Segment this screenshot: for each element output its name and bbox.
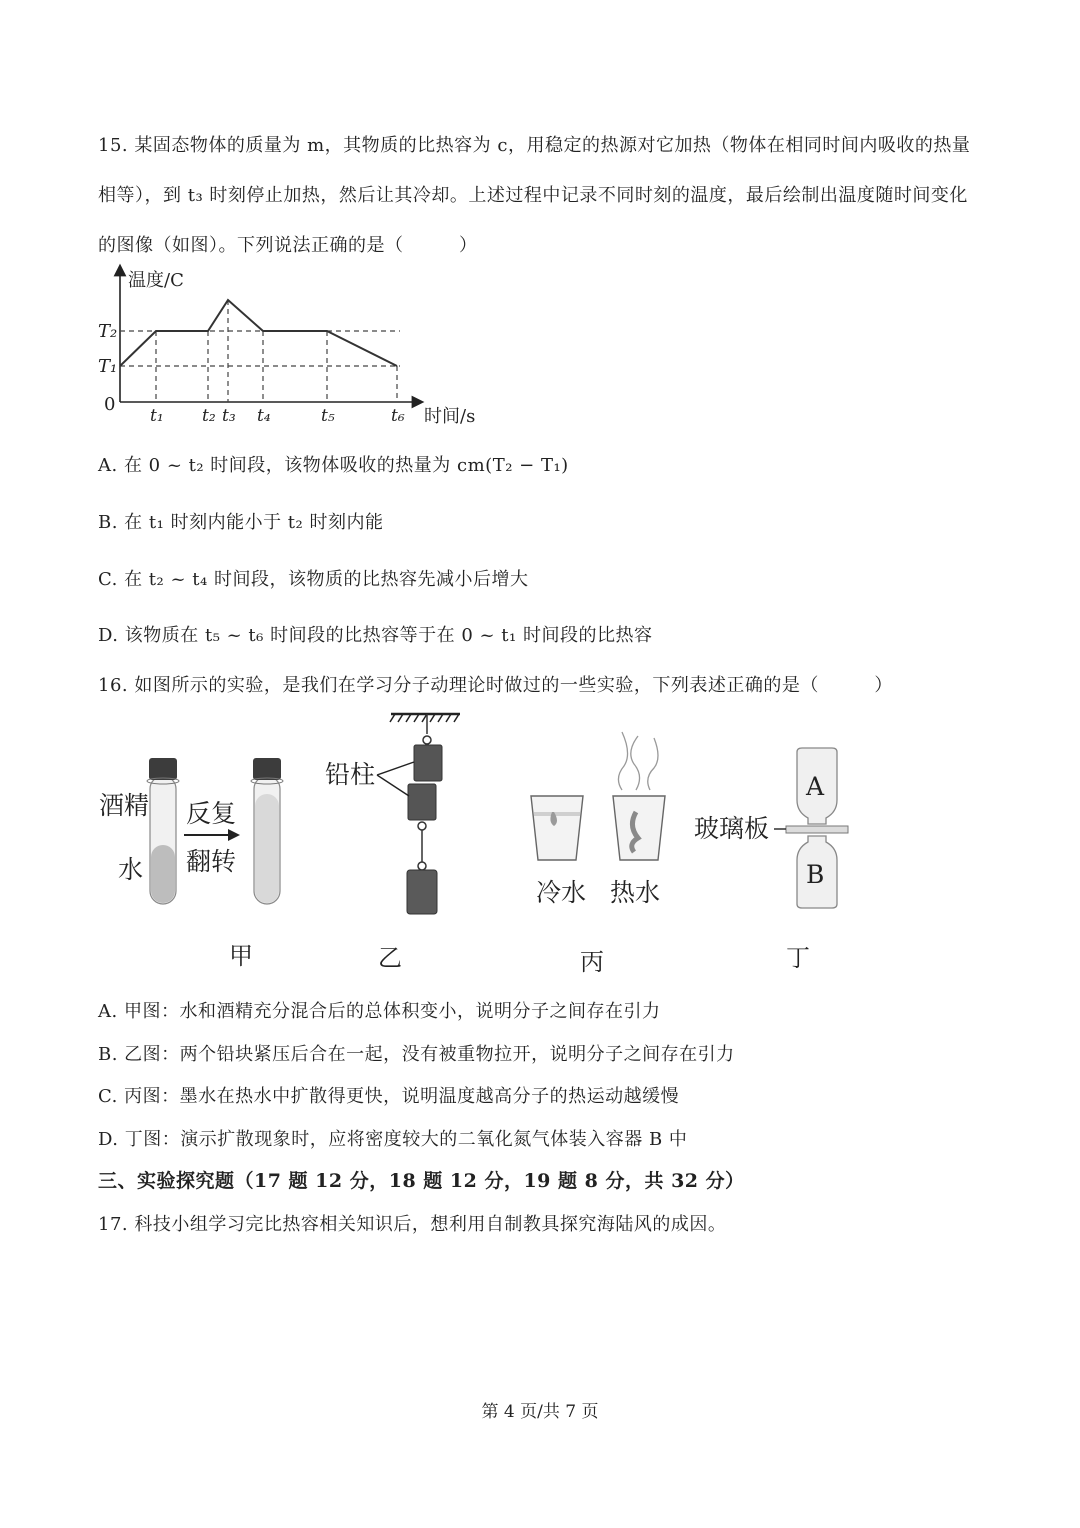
glass-plate bbox=[786, 826, 848, 833]
q16-option-d: D. 丁图：演示扩散现象时，应将密度较大的二氧化氮气体装入容器 B 中 bbox=[98, 1129, 688, 1150]
temperature-time-chart bbox=[90, 262, 490, 432]
q16-option-a: A. 甲图：水和酒精充分混合后的总体积变小，说明分子之间存在引力 bbox=[98, 1001, 661, 1022]
q15-line-2: 相等），到 t₃ 时刻停止加热，然后让其冷却。上述过程中记录不同时刻的温度，最后绘制出温度随时间变化 bbox=[98, 185, 968, 206]
q15-option-d: D. 该物质在 t₅ ~ t₆ 时间段的比热容等于在 0 ~ t₁ 时间段的比热容 bbox=[98, 625, 653, 646]
page-footer: 第 4 页/共 7 页 bbox=[481, 1402, 599, 1422]
x-tick-label: t₂ bbox=[202, 406, 216, 426]
q15-option-c: C. 在 t₂ ~ t₄ 时间段，该物质的比热容先减小后增大 bbox=[98, 569, 529, 590]
caption-jia: 甲 bbox=[229, 942, 253, 970]
origin-label: 0 bbox=[104, 394, 116, 415]
cold-water-label: 冷水 bbox=[536, 878, 587, 907]
molecular-experiments-figure bbox=[90, 700, 880, 985]
alcohol-label: 酒精 bbox=[99, 791, 150, 820]
test-tube-right bbox=[251, 758, 283, 904]
y-axis-label: 温度/C bbox=[128, 270, 184, 291]
water-label: 水 bbox=[118, 855, 144, 884]
steam bbox=[618, 732, 658, 790]
section-heading: 三、实验探究题（17 题 12 分，18 题 12 分，19 题 8 分，共 32 分） bbox=[98, 1170, 745, 1192]
caption-ding: 丁 bbox=[786, 944, 810, 972]
q16-option-c: C. 丙图：墨水在热水中扩散得更快，说明温度越高分子的热运动越缓慢 bbox=[98, 1086, 680, 1107]
figure-jia bbox=[99, 758, 283, 970]
figure-ding bbox=[694, 748, 848, 972]
caption-yi: 乙 bbox=[378, 944, 402, 972]
q16-stem: 16. 如图所示的实验，是我们在学习分子动理论时做过的一些实验，下列表述正确的是（ ） bbox=[98, 675, 893, 696]
q15-option-a: A. 在 0 ~ t₂ 时间段，该物体吸收的热量为 cm(T₂ − T₁) bbox=[98, 455, 569, 476]
lead-cylinder-label: 铅柱 bbox=[325, 760, 376, 789]
lead-cylinder-top bbox=[414, 745, 442, 781]
x-tick-label: t₄ bbox=[257, 406, 271, 426]
temperature-curve bbox=[120, 300, 397, 366]
q16-option-b: B. 乙图：两个铅块紧压后合在一起，没有被重物拉开，说明分子之间存在引力 bbox=[98, 1044, 735, 1065]
weight bbox=[407, 870, 437, 914]
figure-yi bbox=[325, 714, 460, 972]
flip-label: 翻转 bbox=[186, 847, 237, 876]
glass-plate-label: 玻璃板 bbox=[694, 814, 770, 843]
x-tick-label: t₃ bbox=[222, 406, 236, 426]
x-tick-label: t₁ bbox=[150, 406, 164, 426]
q15-option-b: B. 在 t₁ 时刻内能小于 t₂ 时刻内能 bbox=[98, 512, 384, 533]
hot-water-beaker bbox=[613, 796, 665, 860]
y-tick-label: T₁ bbox=[98, 356, 118, 377]
x-tick-label: t₆ bbox=[391, 406, 405, 426]
hot-water-label: 热水 bbox=[610, 878, 661, 907]
repeat-label: 反复 bbox=[186, 799, 237, 828]
q15-line-1: 15. 某固态物体的质量为 m，其物质的比热容为 c，用稳定的热源对它加热（物体在相同时间内吸收的热量 bbox=[98, 135, 971, 156]
figure-bing bbox=[531, 732, 665, 976]
jar-a-label: A bbox=[806, 772, 825, 801]
x-tick-label: t₅ bbox=[321, 406, 335, 426]
jar-b-label: B bbox=[806, 860, 825, 889]
test-tube-left bbox=[147, 758, 179, 904]
x-axis-label: 时间/s bbox=[424, 406, 476, 427]
cold-water-beaker bbox=[531, 796, 583, 860]
y-tick-label: T₂ bbox=[98, 321, 118, 342]
q15-line-3: 的图像（如图）。下列说法正确的是（ ） bbox=[98, 235, 478, 256]
caption-bing: 丙 bbox=[580, 948, 604, 976]
q17-stem: 17. 科技小组学习完比热容相关知识后，想利用自制教具探究海陆风的成因。 bbox=[98, 1214, 727, 1235]
lead-cylinder-bottom bbox=[408, 784, 436, 820]
